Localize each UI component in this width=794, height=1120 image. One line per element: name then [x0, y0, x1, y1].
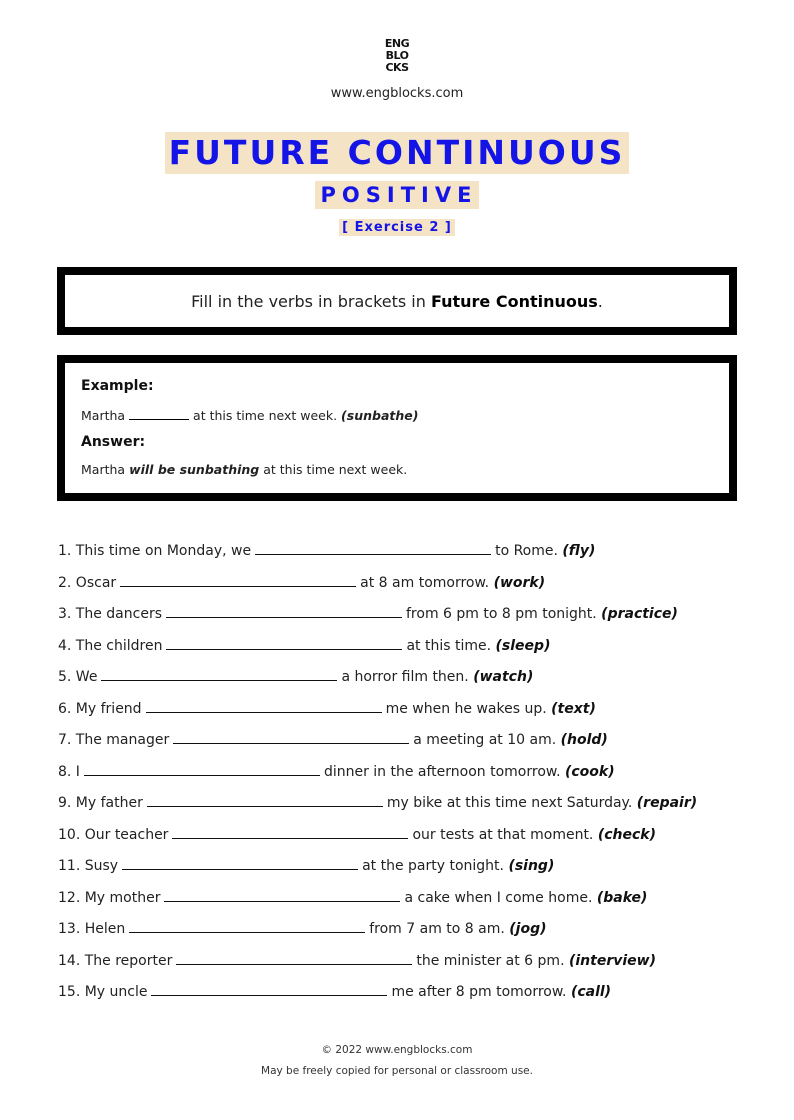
exercise-item — [58, 918, 758, 950]
exercise-item — [58, 635, 758, 667]
verb-hint: (work) — [493, 574, 546, 591]
worksheet-title: FUTURE CONTINUOUS — [165, 132, 630, 174]
answer-label: Answer: — [81, 434, 146, 450]
verb-hint: (check) — [597, 826, 657, 843]
exercise-label: [ Exercise 2 ] — [339, 219, 455, 236]
item-text-after: from 7 am to 8 am. — [369, 921, 505, 937]
item-text-after: me when he wakes up. — [385, 700, 547, 717]
answer-blank[interactable] — [172, 824, 408, 839]
footer-note: May be freely copied for personal or classroom use. — [261, 1065, 533, 1077]
item-text-after: dinner in the afternoon tomorrow. — [323, 763, 561, 780]
item-text-after: from 6 pm to 8 pm tonight. — [406, 606, 597, 622]
answer-blank[interactable] — [122, 855, 358, 870]
item-text-before: 4. The children — [58, 637, 163, 654]
item-text-after: at this time. — [406, 637, 492, 654]
answer-blank[interactable] — [173, 729, 409, 744]
answer-blank[interactable] — [120, 572, 356, 587]
answer-blank[interactable] — [146, 698, 382, 713]
verb-hint: (jog) — [509, 921, 547, 937]
exercise-item — [58, 887, 758, 919]
verb-hint: (text) — [551, 700, 596, 717]
exercise-list — [58, 540, 758, 1013]
engblocks-logo — [0, 38, 794, 74]
item-text-before: 11. Susy — [58, 858, 119, 874]
item-text-before: 7. The manager — [58, 732, 170, 748]
exercise-item — [58, 792, 758, 824]
item-text-before: 6. My friend — [58, 700, 142, 717]
exercise-item — [58, 981, 758, 1013]
item-text-after: a cake when I come home. — [404, 889, 593, 906]
exercise-item — [58, 855, 758, 887]
exercise-item — [58, 761, 758, 793]
verb-hint: (interview) — [568, 952, 656, 969]
item-text-before: 12. My mother — [58, 889, 161, 906]
verb-hint: (practice) — [601, 606, 678, 622]
item-text-before: 3. The dancers — [58, 606, 162, 622]
item-text-before: 14. The reporter — [58, 952, 173, 969]
answer-blank[interactable] — [176, 950, 412, 965]
example-blank — [129, 407, 189, 420]
item-text-after: to Rome. — [495, 543, 558, 559]
item-text-before: 8. I — [58, 763, 80, 780]
exercise-item — [58, 603, 758, 635]
exercise-item — [58, 950, 758, 982]
verb-hint: (sing) — [508, 858, 555, 874]
exercise-item — [58, 666, 758, 698]
logo-line-3: CKS — [385, 61, 409, 74]
footer-copyright: © 2022 www.engblocks.com — [321, 1044, 473, 1056]
answer-sentence: Martha will be sunbathing at this time next week. — [81, 462, 408, 477]
item-text-before: 15. My uncle — [58, 984, 148, 1000]
item-text-before: 9. My father — [58, 795, 143, 811]
verb-hint: (fly) — [562, 543, 596, 559]
exercise-item — [58, 572, 758, 604]
example-sentence: Martha at this time next week. (sunbathe) — [81, 408, 419, 423]
verb-hint: (repair) — [636, 795, 698, 811]
item-text-before: 13. Helen — [58, 921, 126, 937]
site-url: www.engblocks.com — [330, 86, 464, 101]
item-text-after: me after 8 pm tomorrow. — [391, 984, 567, 1000]
verb-hint: (bake) — [596, 889, 648, 906]
verb-hint: (cook) — [564, 763, 615, 780]
item-text-before: 2. Oscar — [58, 574, 117, 591]
answer-blank[interactable] — [129, 918, 365, 933]
verb-hint: (watch) — [473, 669, 534, 685]
verb-hint: (sleep) — [495, 637, 551, 654]
item-text-after: the minister at 6 pm. — [416, 952, 565, 969]
exercise-item — [58, 729, 758, 761]
logo-line-2: BLO — [385, 49, 409, 62]
example-label: Example: — [81, 378, 154, 394]
exercise-item — [58, 698, 758, 730]
example-box — [57, 355, 737, 501]
answer-blank[interactable] — [164, 887, 400, 902]
instruction-text: Fill in the verbs in brackets in Future Continuous. — [191, 291, 603, 311]
answer-blank[interactable] — [151, 981, 387, 996]
item-text-before: 5. We — [58, 669, 98, 685]
item-text-before: 10. Our teacher — [58, 826, 169, 843]
answer-blank[interactable] — [84, 761, 320, 776]
verb-hint: (call) — [570, 984, 612, 1000]
answer-blank[interactable] — [255, 540, 491, 555]
item-text-after: our tests at that moment. — [412, 826, 594, 843]
answer-blank[interactable] — [166, 603, 402, 618]
answer-blank[interactable] — [147, 792, 383, 807]
logo-line-1: ENG — [384, 37, 410, 50]
answer-blank[interactable] — [101, 666, 337, 681]
item-text-after: at 8 am tomorrow. — [360, 574, 490, 591]
answer-blank[interactable] — [166, 635, 402, 650]
exercise-item — [58, 540, 758, 572]
instruction-box — [57, 267, 737, 335]
verb-hint: (hold) — [560, 732, 608, 748]
item-text-before: 1. This time on Monday, we — [58, 543, 252, 559]
item-text-after: a meeting at 10 am. — [413, 732, 557, 748]
item-text-after: at the party tonight. — [362, 858, 504, 874]
item-text-after: a horror film then. — [341, 669, 469, 685]
exercise-item — [58, 824, 758, 856]
worksheet-subtitle: POSITIVE — [315, 181, 480, 209]
item-text-after: my bike at this time next Saturday. — [386, 795, 633, 811]
